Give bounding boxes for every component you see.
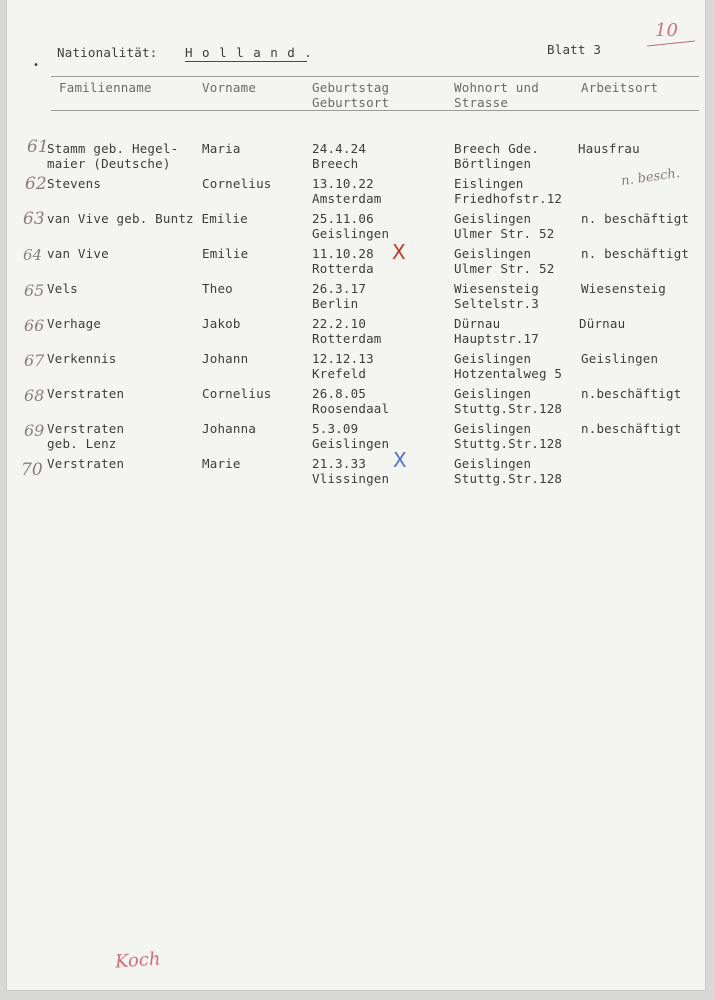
table-row [7,211,705,245]
residence: Geislingen Ulmer Str. 52 [454,246,555,276]
table-row [7,240,705,280]
col-work: Arbeitsort [581,80,659,95]
col-residence: Wohnort und Strasse [454,80,539,110]
workplace: Hausfrau [578,141,640,156]
birth-info: 22.2.10 Rotterdam [312,316,382,346]
col-first: Vorname [202,80,257,95]
family-name: Verstraten [47,456,125,471]
family-name: Verhage [47,316,102,331]
residence: Geislingen Hotzentalweg 5 [454,351,563,381]
first-name: Johann [202,351,249,366]
row-number: 68 [24,386,45,405]
first-name: Cornelius [202,176,272,191]
birth-info: 5.3.09 Geislingen [312,421,390,451]
row-number: 64 [23,246,43,264]
row-number: 61 [27,137,49,157]
table-row [7,137,705,175]
margin-dot: • [33,60,40,71]
header-rule-top [51,76,699,77]
footer-pencil-note: Koch [114,948,162,973]
col-birth: Geburtstag Geburtsort [312,80,390,110]
residence: Geislingen Stuttg.Str.128 [454,421,563,451]
family-name: Verkennis [47,351,117,366]
workplace: n. beschäftigt [581,246,690,261]
table-row [7,448,705,490]
page-number-stroke [647,40,695,46]
residence: Breech Gde. Börtlingen [454,141,539,171]
workplace: Dürnau [579,316,626,331]
family-name: van Vive geb. Buntz Emilie [47,211,248,226]
table-row [7,165,705,210]
birth-info: 11.10.28 Rotterda [312,246,374,276]
family-name: Stevens [47,176,102,191]
handwritten-work-note: n. besch. [620,165,681,190]
birth-info: 26.8.05 Roosendaal [312,386,390,416]
birth-info: 12.12.13 Krefeld [312,351,374,381]
birth-info: 21.3.33 Vlissingen [312,456,390,486]
workplace: Geislingen [581,351,659,366]
row-number: 63 [23,209,45,229]
row-number: 70 [21,460,43,480]
row-number: 69 [24,421,45,440]
row-number: 65 [24,281,45,300]
table-row [7,421,705,455]
table-row [7,316,705,350]
table-row [7,351,705,385]
row-number: 67 [24,351,45,370]
workplace: Wiesensteig [581,281,666,296]
residence: Geislingen Stuttg.Str.128 [454,456,563,486]
first-name: Marie [202,456,241,471]
nationality-underline [185,61,307,62]
workplace: n.beschäftigt [581,421,682,436]
family-name: Vels [47,281,78,296]
birth-info: 24.4.24 Breech [312,141,367,171]
table-row [7,386,705,420]
first-name: Jakob [202,316,241,331]
residence: Dürnau Hauptstr.17 [454,316,539,346]
birth-info: 26.3.17 Berlin [312,281,367,311]
row-number: 66 [24,316,45,335]
birth-info: 13.10.22 Amsterdam [312,176,382,206]
table-row [7,281,705,315]
first-name: Maria [202,141,241,156]
family-name: Stamm geb. Hegel- maier (Deutsche) [47,141,179,171]
document-sheet [7,0,705,990]
nationality-label: Nationalität: [57,45,158,60]
birth-info: 25.11.06 Geislingen [312,211,390,241]
residence: Geislingen Stuttg.Str.128 [454,386,563,416]
residence: Wiesensteig Seltelstr.3 [454,281,539,311]
first-name: Theo [202,281,233,296]
first-name: Johanna [202,421,257,436]
first-name: Emilie [202,246,249,261]
check-mark: X [392,240,406,264]
residence: Geislingen Ulmer Str. 52 [454,211,555,241]
family-name: Verstraten [47,386,125,401]
col-family: Familienname [59,80,152,95]
workplace: n. beschäftigt [581,211,690,226]
row-number: 62 [25,174,47,194]
family-name: Verstraten geb. Lenz [47,421,125,451]
header-rule-bottom [51,110,699,111]
residence: Eislingen Friedhofstr.12 [454,176,563,206]
nationality-value: H o l l a n d . [185,45,313,60]
check-mark: X [393,448,407,472]
sheet-label: Blatt 3 [547,42,602,57]
first-name: Cornelius [202,386,272,401]
page-number: 10 [655,20,678,41]
workplace: n.beschäftigt [581,386,682,401]
family-name: van Vive [47,246,109,261]
